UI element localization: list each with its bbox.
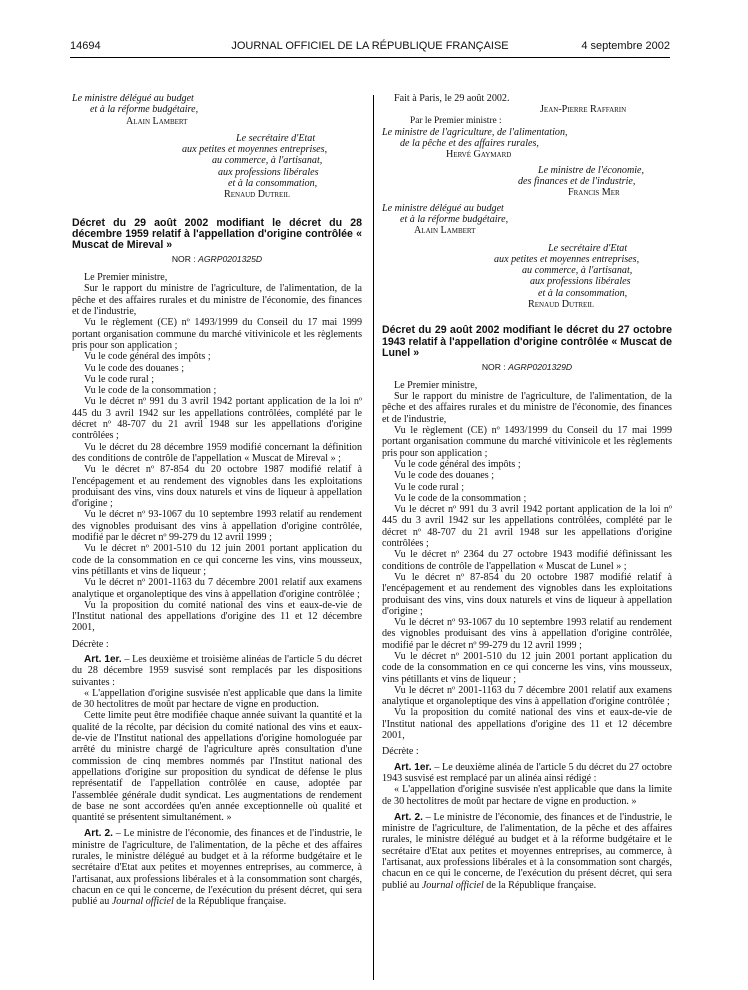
article-1-quote: « L'appellation d'origine susvisée n'est applicable que dans la limite de 30 hectolitres de moût par hectare de vigne en production.	[72, 687, 362, 711]
paragraph: Vu le décret nº 2001-510 du 12 juin 2001 portant application du code de la consommation en ce qui concerne les vins, vins mousseux, vins pétillants et vins de liqueur ;	[72, 543, 362, 577]
decrete: Décrète :	[382, 746, 419, 758]
article-1-quote: « L'appellation d'origine susvisée n'est applicable que dans la limite de 30 hectolitres de moût par hectare de vigne en production. »	[382, 784, 672, 807]
paragraph: Vu le règlement (CE) nº 1493/1999 du Conseil du 17 mai 1999 portant organisation commune du marché vitivinicole et les règlements pris pour son application ;	[382, 425, 672, 459]
paragraph: Vu le décret nº 93-1067 du 10 septembre 1993 relatif au rendement des vignobles produisant des vins à appellation d'origine contrôlée, modifié par le décret nº 99-279 du 12 avril 1999 ;	[382, 617, 672, 651]
decree-title: Décret du 29 août 2002 modifiant le décret du 27 octobre 1943 relatif à l'appellation d'origine contrôlée « Muscat de Lunel »	[382, 324, 672, 360]
paragraph: Vu le décret nº 991 du 3 avril 1942 portant application de la loi nº 445 du 3 avril 1942 sur les appellations contrôlées, complété par le décret nº 48-707 du 21 avril 1948 sur les appellations d'origine contrôlées ;	[72, 396, 362, 442]
paragraph: Vu le décret nº 93-1067 du 10 septembre 1993 relatif au rendement des vignobles produisant des vins à appellation d'origine contrôlée, modifié par le décret nº 99-279 du 12 avril 1999 ;	[72, 509, 362, 544]
paragraph: Vu le code général des impôts ;	[394, 458, 521, 470]
paragraph: Vu le code général des impôts ;	[84, 351, 211, 363]
paragraph: Vu le code rural ;	[394, 481, 465, 493]
paragraph: Vu le code de la consommation ;	[84, 385, 217, 397]
column-divider	[373, 95, 374, 980]
page-header	[70, 40, 670, 54]
signatory-name: Alain Lambert	[414, 225, 476, 237]
signatory-name: Alain Lambert	[126, 115, 188, 127]
signatory-name: Hervé Gaymard	[446, 149, 512, 161]
fait-a-paris: Fait à Paris, le 29 août 2002.	[394, 93, 510, 104]
signatory-name: Jean-Pierre Raffarin	[540, 104, 627, 116]
paragraph: Vu le décret du 28 décembre 1959 modifié concernant la définition des conditions de contrôle de l'appellation « Muscat de Mireval » ;	[72, 441, 362, 464]
decrete: Décrète :	[72, 638, 109, 650]
article-1-quote: Cette limite peut être modifiée chaque année suivant la quantité et la qualité de la récolte, par décision du comité national des vins et eaux-de-vie de l'Institut national des appellations d'origine homologuée par arrêté du ministre chargé de l'agriculture après consultation d'une commission de cinq membres nommés par l'Institut national des appellations d'origine sur proposition du syndicat de défense le plus représentatif de l'appellation contrôlée en cause, adoptée par l'assemblée générale dudit syndicat. Les augmentations de rendement de base ne sont accordées qu'en année exceptionnelle où qualité et quantité se présentent simultanément. »	[72, 710, 362, 824]
paragraph: Vu le décret nº 2001-510 du 12 juin 2001 portant application du code de la consommation en ce qui concerne les vins, vins mousseux, vins pétillants et vins de liqueur ;	[382, 650, 672, 685]
nor-reference: NOR : AGRP0201329D	[481, 361, 573, 372]
signature-economy-minister: Le ministre de l'économie, des finances et de l'industrie, Francis Mer	[382, 165, 672, 199]
paragraph: Vu le code de la consommation ;	[394, 492, 527, 504]
article-1: Art. 1er. – Le deuxième alinéa de l'article 5 du décret du 27 octobre 1943 susvisé est remplacé par un alinéa ainsi rédigé :	[382, 761, 673, 784]
paragraph: Vu le décret nº 2001-1163 du 7 décembre 2001 relatif aux examens analytique et organoleptique des vins à appellation d'origine contrôlée ;	[72, 577, 362, 600]
right-column	[382, 93, 672, 891]
signature-budget-minister: Le ministre délégué au budget et à la réforme budgétaire, Alain Lambert	[382, 203, 672, 237]
signature-budget-minister: Le ministre délégué au budget et à la réforme budgétaire, Alain Lambert	[72, 93, 362, 127]
signature-agriculture-minister: Le ministre de l'agriculture, de l'alimentation, de la pêche et des affaires rurales, Hervé Gaymard	[382, 127, 672, 161]
signatory-name: Renaud Dutreil	[528, 299, 594, 311]
left-column	[72, 93, 362, 908]
signature-secretary-of-state: Le secrétaire d'Etat aux petites et moyennes entreprises, au commerce, à l'artisanat, aux professions libérales et à la consommation, Renaud Dutreil	[72, 133, 362, 201]
paragraph: Vu la proposition du comité national des vins et eaux-de-vie de l'Institut national des appellations d'origine des 11 et 12 décembre 2001,	[382, 707, 672, 742]
paragraph: Le Premier ministre,	[394, 379, 478, 391]
paragraph: Sur le rapport du ministre de l'agriculture, de l'alimentation, de la pêche et des affaires rurales et du ministre de l'économie, des finances et de l'industrie,	[382, 391, 672, 425]
decree-title: Décret du 29 août 2002 modifiant le décret du 28 décembre 1959 relatif à l'appellation d'origine contrôlée « Muscat de Mireval »	[72, 216, 362, 252]
paragraph: Vu le décret nº 87-854 du 20 octobre 1987 modifié relatif à l'encépagement et au rendement des vignobles dans les exploitations produisant des vins, vins doux naturels et vins de liqueur à appellation d'origine ;	[72, 464, 362, 510]
issue-date: 4 septembre 2002	[581, 40, 670, 52]
paragraph: Vu le décret nº 87-854 du 20 octobre 1987 modifié relatif à l'encépagement et au rendement des vignobles dans les exploitations produisant des vins, vins doux naturels et vins de liqueur à appellation d'origine ;	[382, 571, 672, 617]
header-rule	[70, 57, 670, 58]
paragraph: Vu la proposition du comité national des vins et eaux-de-vie de l'Institut national des appellations d'origine des 11 et 12 décembre 2001,	[72, 599, 362, 634]
par-le-premier-ministre: Par le Premier ministre :	[410, 115, 502, 126]
paragraph: Vu le règlement (CE) nº 1493/1999 du Conseil du 17 mai 1999 portant organisation commune du marché vitivinicole et les règlements pris pour son application ;	[72, 317, 362, 351]
paragraph: Le Premier ministre,	[84, 272, 168, 284]
paragraph: Vu le décret nº 2364 du 27 octobre 1943 modifié définissant les conditions de contrôle de l'appellation « Muscat de Lunel » ;	[382, 549, 672, 572]
signatory-name: Francis Mer	[568, 187, 620, 199]
signatory-name: Renaud Dutreil	[224, 189, 290, 201]
paragraph: Vu le code rural ;	[84, 373, 155, 385]
article-2: Art. 2. – Le ministre de l'économie, des finances et de l'industrie, le ministre de l'agriculture, de l'alimentation, de la pêche et des affaires rurales, le ministre délégué au budget et à la réforme budgétaire et le secrétaire d'Etat aux petites et moyennes entreprises, au commerce, à l'artisanat, aux professions libérales et à la consommation sont chargés, chacun en ce qui le concerne, de l'exécution du présent décret, qui sera publié au Journal officiel de la République française.	[382, 811, 673, 891]
paragraph: Sur le rapport du ministre de l'agriculture, de l'alimentation, de la pêche et des affaires rurales et du ministre de l'économie, des finances et de l'industrie,	[72, 283, 362, 318]
article-1: Art. 1er. – Les deuxième et troisième alinéas de l'article 5 du décret du 28 décembre 1959 susvisé sont remplacés par les dispositions suivantes :	[72, 653, 362, 688]
page-number: 14694	[70, 40, 101, 52]
paragraph: Vu le décret nº 991 du 3 avril 1942 portant application de la loi nº 445 du 3 avril 1942 sur les appellations contrôlées, complété par le décret nº 48-707 du 21 avril 1948 sur les appellations d'origine contrôlées ;	[382, 504, 672, 550]
nor-reference: NOR : AGRP0201325D	[171, 253, 263, 264]
paragraph: Vu le code des douanes ;	[394, 470, 495, 482]
signature-secretary-of-state: Le secrétaire d'Etat aux petites et moyennes entreprises, au commerce, à l'artisanat, aux professions libérales et à la consommation, Renaud Dutreil	[382, 243, 672, 311]
article-2: Art. 2. – Le ministre de l'économie, des finances et de l'industrie, le ministre de l'agriculture, de l'alimentation, de la pêche et des affaires rurales, le ministre délégué au budget et à la réforme budgétaire et le secrétaire d'Etat aux petites et moyennes entreprises, au commerce, à l'artisanat, aux professions libérales et à la consommation sont chargés, chacun en ce qui le concerne, de l'exécution du présent décret, qui sera publié au Journal officiel de la République française.	[72, 828, 363, 908]
paragraph: Vu le code des douanes ;	[84, 362, 185, 374]
journal-title: JOURNAL OFFICIEL DE LA RÉPUBLIQUE FRANÇAISE	[231, 40, 509, 52]
paragraph: Vu le décret nº 2001-1163 du 7 décembre 2001 relatif aux examens analytique et organoleptique des vins à appellation d'origine contrôlée ;	[382, 684, 672, 708]
